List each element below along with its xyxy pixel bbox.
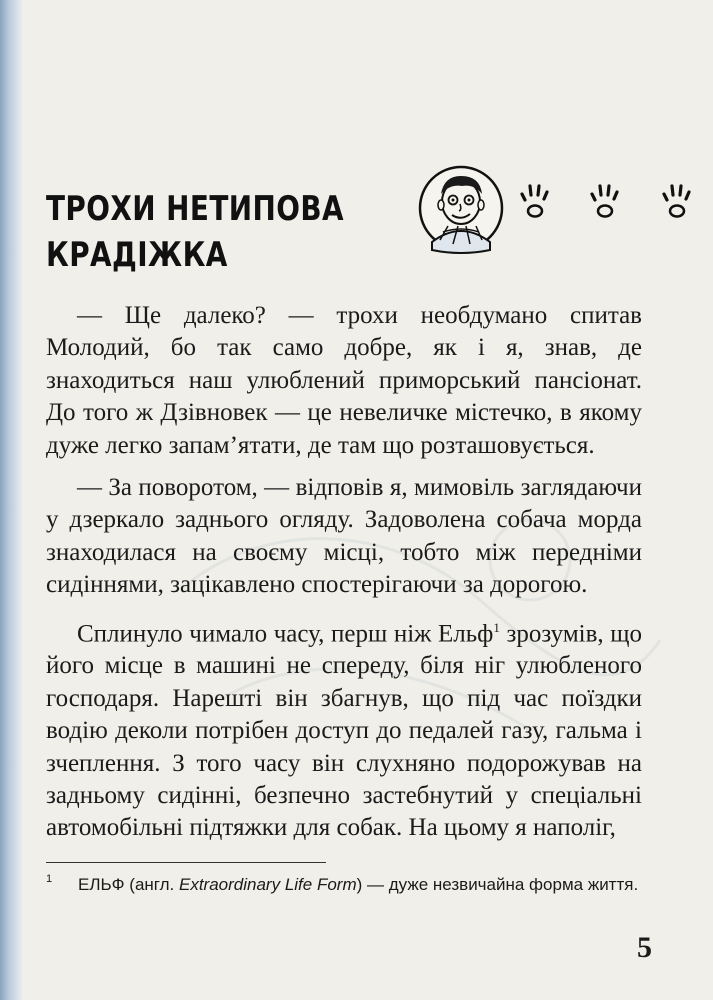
footnote-text: ЕЛЬФ (англ. (78, 875, 179, 894)
paragraph-text: зрозумів, що його місце в машині не спереду, біля ніг улюбленого господаря. Нарешті він збагнув, що під час поїздки водію деколи потрібен доступ до педалей газу, гальма і зчеплення. З того часу він слухняно подорожував на задньому сидінні, безпечно застебнутий у спеціальні автомобільні підтяжки для собак. На цьому я наполіг, (46, 619, 643, 842)
paw-print-icon (658, 181, 698, 221)
character-portrait-icon (418, 160, 504, 256)
paragraph (46, 612, 642, 845)
footnote-term: Extraordinary Life Form (179, 875, 357, 894)
footnote-text: ) — дуже незвичайна форма життя. (356, 875, 639, 894)
paw-print-icon (516, 181, 556, 221)
footnote-divider (46, 862, 326, 863)
chapter-title-line-2: КРАДІЖКА (46, 235, 228, 275)
chapter-title-line-1: ТРОХИ НЕТИПОВА (46, 189, 345, 229)
footnote-marker: 1 (46, 873, 53, 885)
paragraph: — Ще далеко? — трохи необдумано спитав Молодий, бо так само добре, як і я, знав, де знаходиться наш улюблений приморський пансіонат. До того ж Дзівновек — це невеличке містечко, в якому дуже легко запам’ятати, де там що розташовується. (46, 302, 642, 459)
body-text (46, 300, 642, 845)
footnote-reference: 1 (493, 619, 500, 635)
paragraph: — За поворотом, — відповів я, мимовіль заглядаючи у дзеркало заднього огляду. Задоволена собача морда знаходилася на своєму місці, тобто між передніми сидіннями, зацікавлено спостерігаючи за дорогою. (46, 474, 642, 599)
paragraph-text: Сплинуло чимало часу, перш ніж Ельф (77, 619, 494, 647)
paw-print-icon (586, 181, 626, 221)
chapter-title (46, 186, 344, 278)
page-number: 5 (637, 931, 652, 964)
page-edge (0, 0, 22, 1000)
footnote (46, 872, 646, 898)
